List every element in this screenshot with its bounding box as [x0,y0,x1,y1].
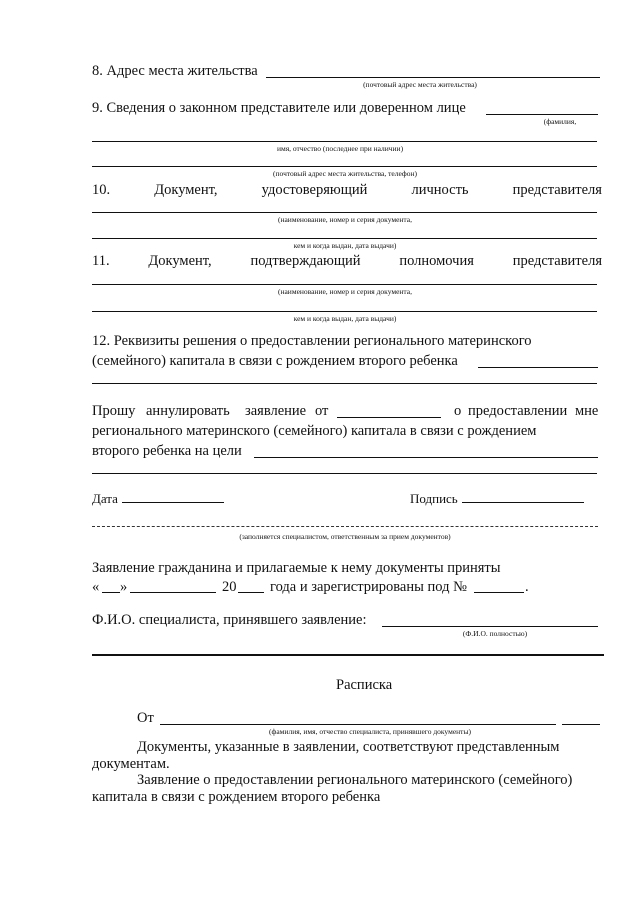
receipt-paragraph1-line1: Документы, указанные в заявлении, соответствуют представленным [137,739,560,755]
specialist-label: Ф.И.О. специалиста, принявшего заявление: [92,612,367,628]
acceptance-quote-open: « [92,579,100,595]
address-field-line[interactable] [266,77,600,78]
request-word-1: Прошу [92,403,136,419]
signature-label: Подпись [410,491,458,506]
request-word-2: аннулировать [146,403,230,419]
acceptance-day-line[interactable] [102,592,120,593]
identity-word: 10. [92,182,111,198]
acceptance-number-line[interactable] [474,592,524,593]
receipt-paragraph2-line1: Заявление о предоставлении регионального материнского (семейного) [137,772,573,788]
specialist-note: (заполняется специалистом, ответственным за прием документов) [239,532,451,541]
representative-hint-address: (почтовый адрес места жительства, телефон) [273,169,417,178]
authority-document-heading [92,253,602,270]
decision-details-field-line[interactable] [478,367,598,368]
request-purpose-extra-line[interactable] [92,473,597,474]
acceptance-line1: Заявление гражданина и прилагаемые к нему документы приняты [92,560,501,576]
request-word-4: от [315,403,329,419]
receipt-from-label: От [137,710,154,726]
representative-name-line[interactable] [92,141,597,142]
authority-word: представителя [512,253,602,269]
identity-document-line[interactable] [92,212,597,213]
identity-issued-line[interactable] [92,238,597,239]
authority-word: подтверждающий [250,253,361,269]
receipt-from-extra-line[interactable] [562,724,600,725]
request-word-5: о [454,403,462,419]
request-line2: регионального материнского (семейного) капитала в связи с рождением [92,423,537,439]
acceptance-period: . [525,579,529,595]
authority-issued-hint: кем и когда выдан, дата выдачи) [293,314,397,323]
section-divider [92,654,604,656]
acceptance-year-line[interactable] [238,592,264,593]
identity-word: личность [411,182,469,198]
decision-details-line1: 12. Реквизиты решения о предоставлении регионального материнского [92,333,532,349]
acceptance-registered-text: года и зарегистрированы под № [270,579,467,595]
identity-word: Документ, [154,182,218,198]
specialist-hint: (Ф.И.О. полностью) [462,629,528,638]
specialist-name-line[interactable] [382,626,598,627]
identity-issued-hint: кем и когда выдан, дата выдачи) [293,241,397,250]
authority-issued-line[interactable] [92,311,597,312]
acceptance-month-line[interactable] [130,592,216,593]
cut-line-separator [92,526,598,527]
date-label: Дата [92,491,118,506]
representative-field-line[interactable] [486,114,598,115]
request-purpose-line[interactable] [254,457,598,458]
authority-document-line[interactable] [92,284,597,285]
identity-word: представителя [512,182,602,198]
decision-details-extra-line[interactable] [92,383,597,384]
request-line3: второго ребенка на цели [92,443,242,459]
address-label: 8. Адрес места жительства [92,63,258,79]
request-date-line[interactable] [337,417,441,418]
decision-details-line2: (семейного) капитала в связи с рождением второго ребенка [92,353,458,369]
representative-hint-name: имя, отчество (последнее при наличии) [276,144,404,153]
acceptance-quote-close: » [120,579,128,595]
address-hint: (почтовый адрес места жительства) [363,80,477,89]
representative-hint-surname: (фамилия, [543,117,577,126]
identity-document-heading [92,182,602,199]
identity-document-hint: (наименование, номер и серия документа, [277,215,413,224]
request-word-6: предоставлении [468,403,568,419]
representative-address-line[interactable] [92,166,597,167]
authority-word: Документ, [148,253,212,269]
authority-word: 11. [92,253,110,269]
representative-label: 9. Сведения о законном представителе или доверенном лице [92,100,466,116]
acceptance-year-prefix: 20 [222,579,237,595]
signature-field-line[interactable] [462,502,584,503]
receipt-from-hint: (фамилия, имя, отчество специалиста, принявшего документы) [269,727,471,736]
identity-word: удостоверяющий [261,182,368,198]
receipt-title: Расписка [336,677,393,693]
authority-document-hint: (наименование, номер и серия документа, [277,287,413,296]
receipt-paragraph2-line2: капитала в связи с рождением второго ребенка [92,789,381,805]
receipt-from-line[interactable] [160,724,556,725]
date-field-line[interactable] [122,502,224,503]
receipt-paragraph1-line2: документам. [92,756,170,772]
request-word-3: заявление [245,403,307,419]
request-word-7: мне [575,403,599,419]
authority-word: полномочия [399,253,474,269]
